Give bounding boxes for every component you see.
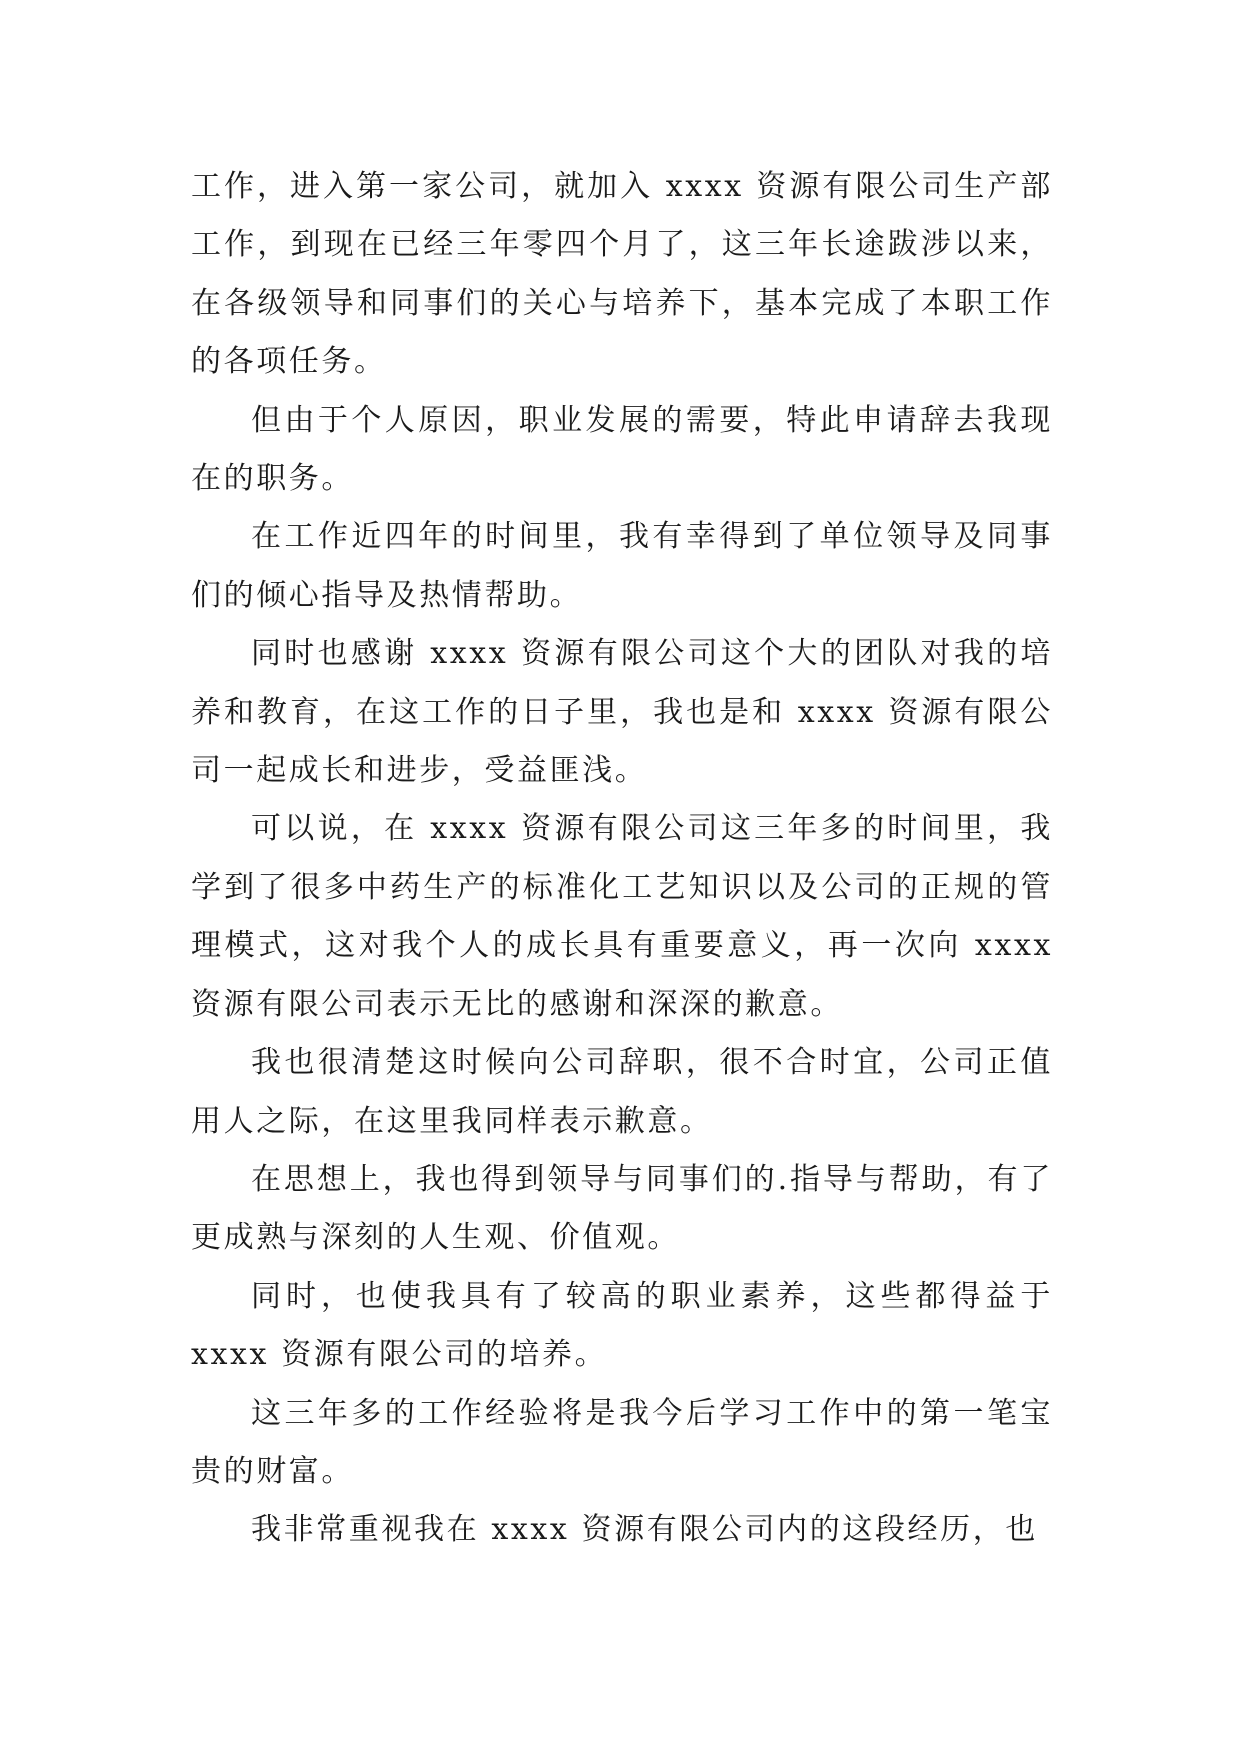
paragraph-7: 在思想上，我也得到领导与同事们的.指导与帮助，有了更成熟与深刻的人生观、价值观。 (191, 1161, 1053, 1256)
paragraph-2: 但由于个人原因，职业发展的需要，特此申请辞去我现在的职务。 (191, 402, 1053, 497)
paragraph-10: 我非常重视我在 xxxx 资源有限公司内的这段经历，也 (251, 1512, 1038, 1548)
paragraph-4: 同时也感谢 xxxx 资源有限公司这个大的团队对我的培养和教育，在这工作的日子里，我也是和 xxxx 资源有限公司一起成长和进步，受益匪浅。 (191, 636, 1053, 789)
paragraph-6: 我也很清楚这时候向公司辞职，很不合时宜，公司正值用人之际，在这里我同样表示歉意。 (191, 1045, 1053, 1139)
paragraph-9: 这三年多的工作经验将是我今后学习工作中的第一笔宝贵的财富。 (191, 1395, 1053, 1489)
paragraph-5: 可以说，在 xxxx 资源有限公司这三年多的时间里，我学到了很多中药生产的标准化工艺知识以及公司的正规的管理模式，这对我个人的成长具有重要意义，再一次向 xxxx 资源有限公司表示无比的感谢和深深的歉意。 (191, 811, 1053, 1022)
paragraph-1: 工作，进入第一家公司，就加入 xxxx 资源有限公司生产部工作，到现在已经三年零四个月了，这三年长途跋涉以来，在各级领导和同事们的关心与培养下，基本完成了本职工作的各项任务。 (191, 169, 1053, 380)
document-body (191, 158, 1053, 1560)
paragraph-8: 同时，也使我具有了较高的职业素养，这些都得益于 xxxx 资源有限公司的培养。 (191, 1278, 1053, 1373)
paragraph-3: 在工作近四年的时间里，我有幸得到了单位领导及同事们的倾心指导及热情帮助。 (191, 519, 1053, 613)
